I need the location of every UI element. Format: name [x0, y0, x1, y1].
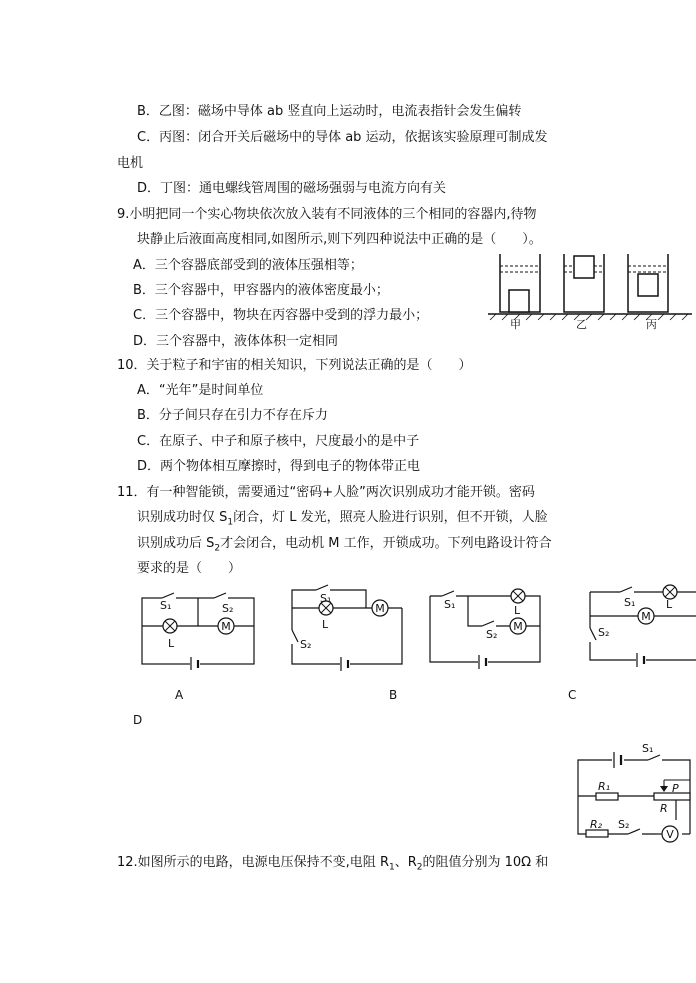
label-yi: 乙	[576, 318, 587, 331]
resistor-r1-icon	[596, 793, 618, 800]
q10-option-c: C．在原子、中子和原子核中，尺度最小的是中子	[137, 434, 420, 449]
svg-text:M: M	[641, 610, 651, 623]
q8-option-c-line1: C．丙图：闭合开关后磁场中的导体 ab 运动，依据该实验原理可制成发	[137, 130, 548, 145]
circuit-c	[424, 582, 548, 672]
svg-text:R₂: R₂	[590, 818, 603, 831]
svg-text:S₂: S₂	[486, 628, 498, 641]
svg-text:L: L	[322, 618, 329, 631]
q12-circuit-figure	[572, 740, 696, 848]
circuit-c-label: C	[568, 688, 577, 702]
svg-text:S₂: S₂	[598, 626, 610, 639]
q8-option-d: D．丁图：通电螺线管周围的磁场强弱与电流方向有关	[137, 181, 447, 196]
svg-text:S₁: S₁	[320, 592, 332, 605]
container-jia	[500, 254, 540, 312]
lamp-icon	[163, 619, 177, 633]
resistor-r2-icon	[586, 830, 608, 837]
svg-text:S₂: S₂	[300, 638, 312, 651]
q9-stem-line2: 块静止后液面高度相同,如图所示,则下列四种说法中正确的是（ ）。	[137, 232, 542, 247]
svg-text:S₁: S₁	[642, 742, 654, 755]
q10-option-d: D．两个物体相互摩擦时，得到电子的物体带正电	[137, 459, 421, 474]
q9-option-d: D．三个容器中，液体体积一定相同	[133, 334, 339, 349]
q9-option-b: B．三个容器中，甲容器内的液体密度最小；	[133, 283, 389, 298]
svg-text:P: P	[672, 782, 679, 795]
svg-text:L: L	[514, 604, 521, 617]
svg-text:L: L	[666, 598, 673, 611]
q11-stem-line3: 识别成功后 $S_2$才会闭合，电动机 M 工作，开锁成功。下列电路设计符合	[137, 536, 552, 554]
q11-stem-line2: 识别成功时仅 $S_1$闭合，灯 L 发光，照亮人脸进行识别，但不开锁，人脸	[137, 510, 548, 528]
svg-text:R: R	[660, 802, 668, 815]
q8-option-b: B．乙图：磁场中导体 ab 竖直向上运动时，电流表指针会发生偏转	[137, 104, 522, 119]
container-yi	[564, 254, 604, 312]
q12-stem: 12.如图所示的电路，电源电压保持不变,电阻 $R_1$、$R_2$的阻值分别为 10Ω 和	[117, 855, 549, 873]
q9-option-c: C．三个容器中，物块在丙容器中受到的浮力最小；	[133, 308, 429, 323]
lamp-icon	[511, 589, 525, 603]
q8-option-c-line2: 电机	[117, 156, 144, 171]
circuit-d-label: D	[133, 713, 143, 727]
svg-text:S₂: S₂	[222, 602, 234, 615]
q10-stem: 10．关于粒子和宇宙的相关知识，下列说法正确的是（ ）	[117, 358, 472, 373]
q10-option-b: B．分子间只存在引力不存在斥力	[137, 408, 328, 423]
svg-text:S₁: S₁	[624, 596, 636, 609]
circuit-b-label: B	[389, 688, 398, 702]
svg-text:R₁: R₁	[598, 780, 611, 793]
svg-text:S₁: S₁	[160, 599, 172, 612]
svg-text:M: M	[513, 620, 523, 633]
svg-text:V: V	[666, 828, 674, 841]
circuit-a-label: A	[175, 688, 184, 702]
q9-stem-line1: 9.小明把同一个实心物块依次放入装有不同液体的三个相同的容器内,待物	[117, 207, 537, 222]
svg-text:S₁: S₁	[444, 598, 456, 611]
circuit-b	[286, 582, 410, 674]
svg-text:S₂: S₂	[618, 818, 630, 831]
q11-stem-line4: 要求的是（ ）	[137, 561, 242, 576]
circuit-d	[584, 578, 696, 668]
q9-option-a: A．三个容器底部受到的液体压强相等；	[133, 258, 363, 273]
q11-stem-line1: 11．有一种智能锁，需要通过“密码+人脸”两次识别成功才能开锁。密码	[117, 485, 535, 500]
svg-text:M: M	[375, 602, 385, 615]
q10-option-a: A．“光年”是时间单位	[137, 383, 264, 398]
lamp-icon	[663, 585, 677, 599]
svg-text:L: L	[168, 637, 175, 650]
label-jia: 甲	[510, 318, 521, 331]
circuit-a	[136, 590, 260, 670]
label-bing: 丙	[646, 318, 657, 331]
svg-text:M: M	[221, 620, 231, 633]
container-bing	[628, 254, 668, 312]
